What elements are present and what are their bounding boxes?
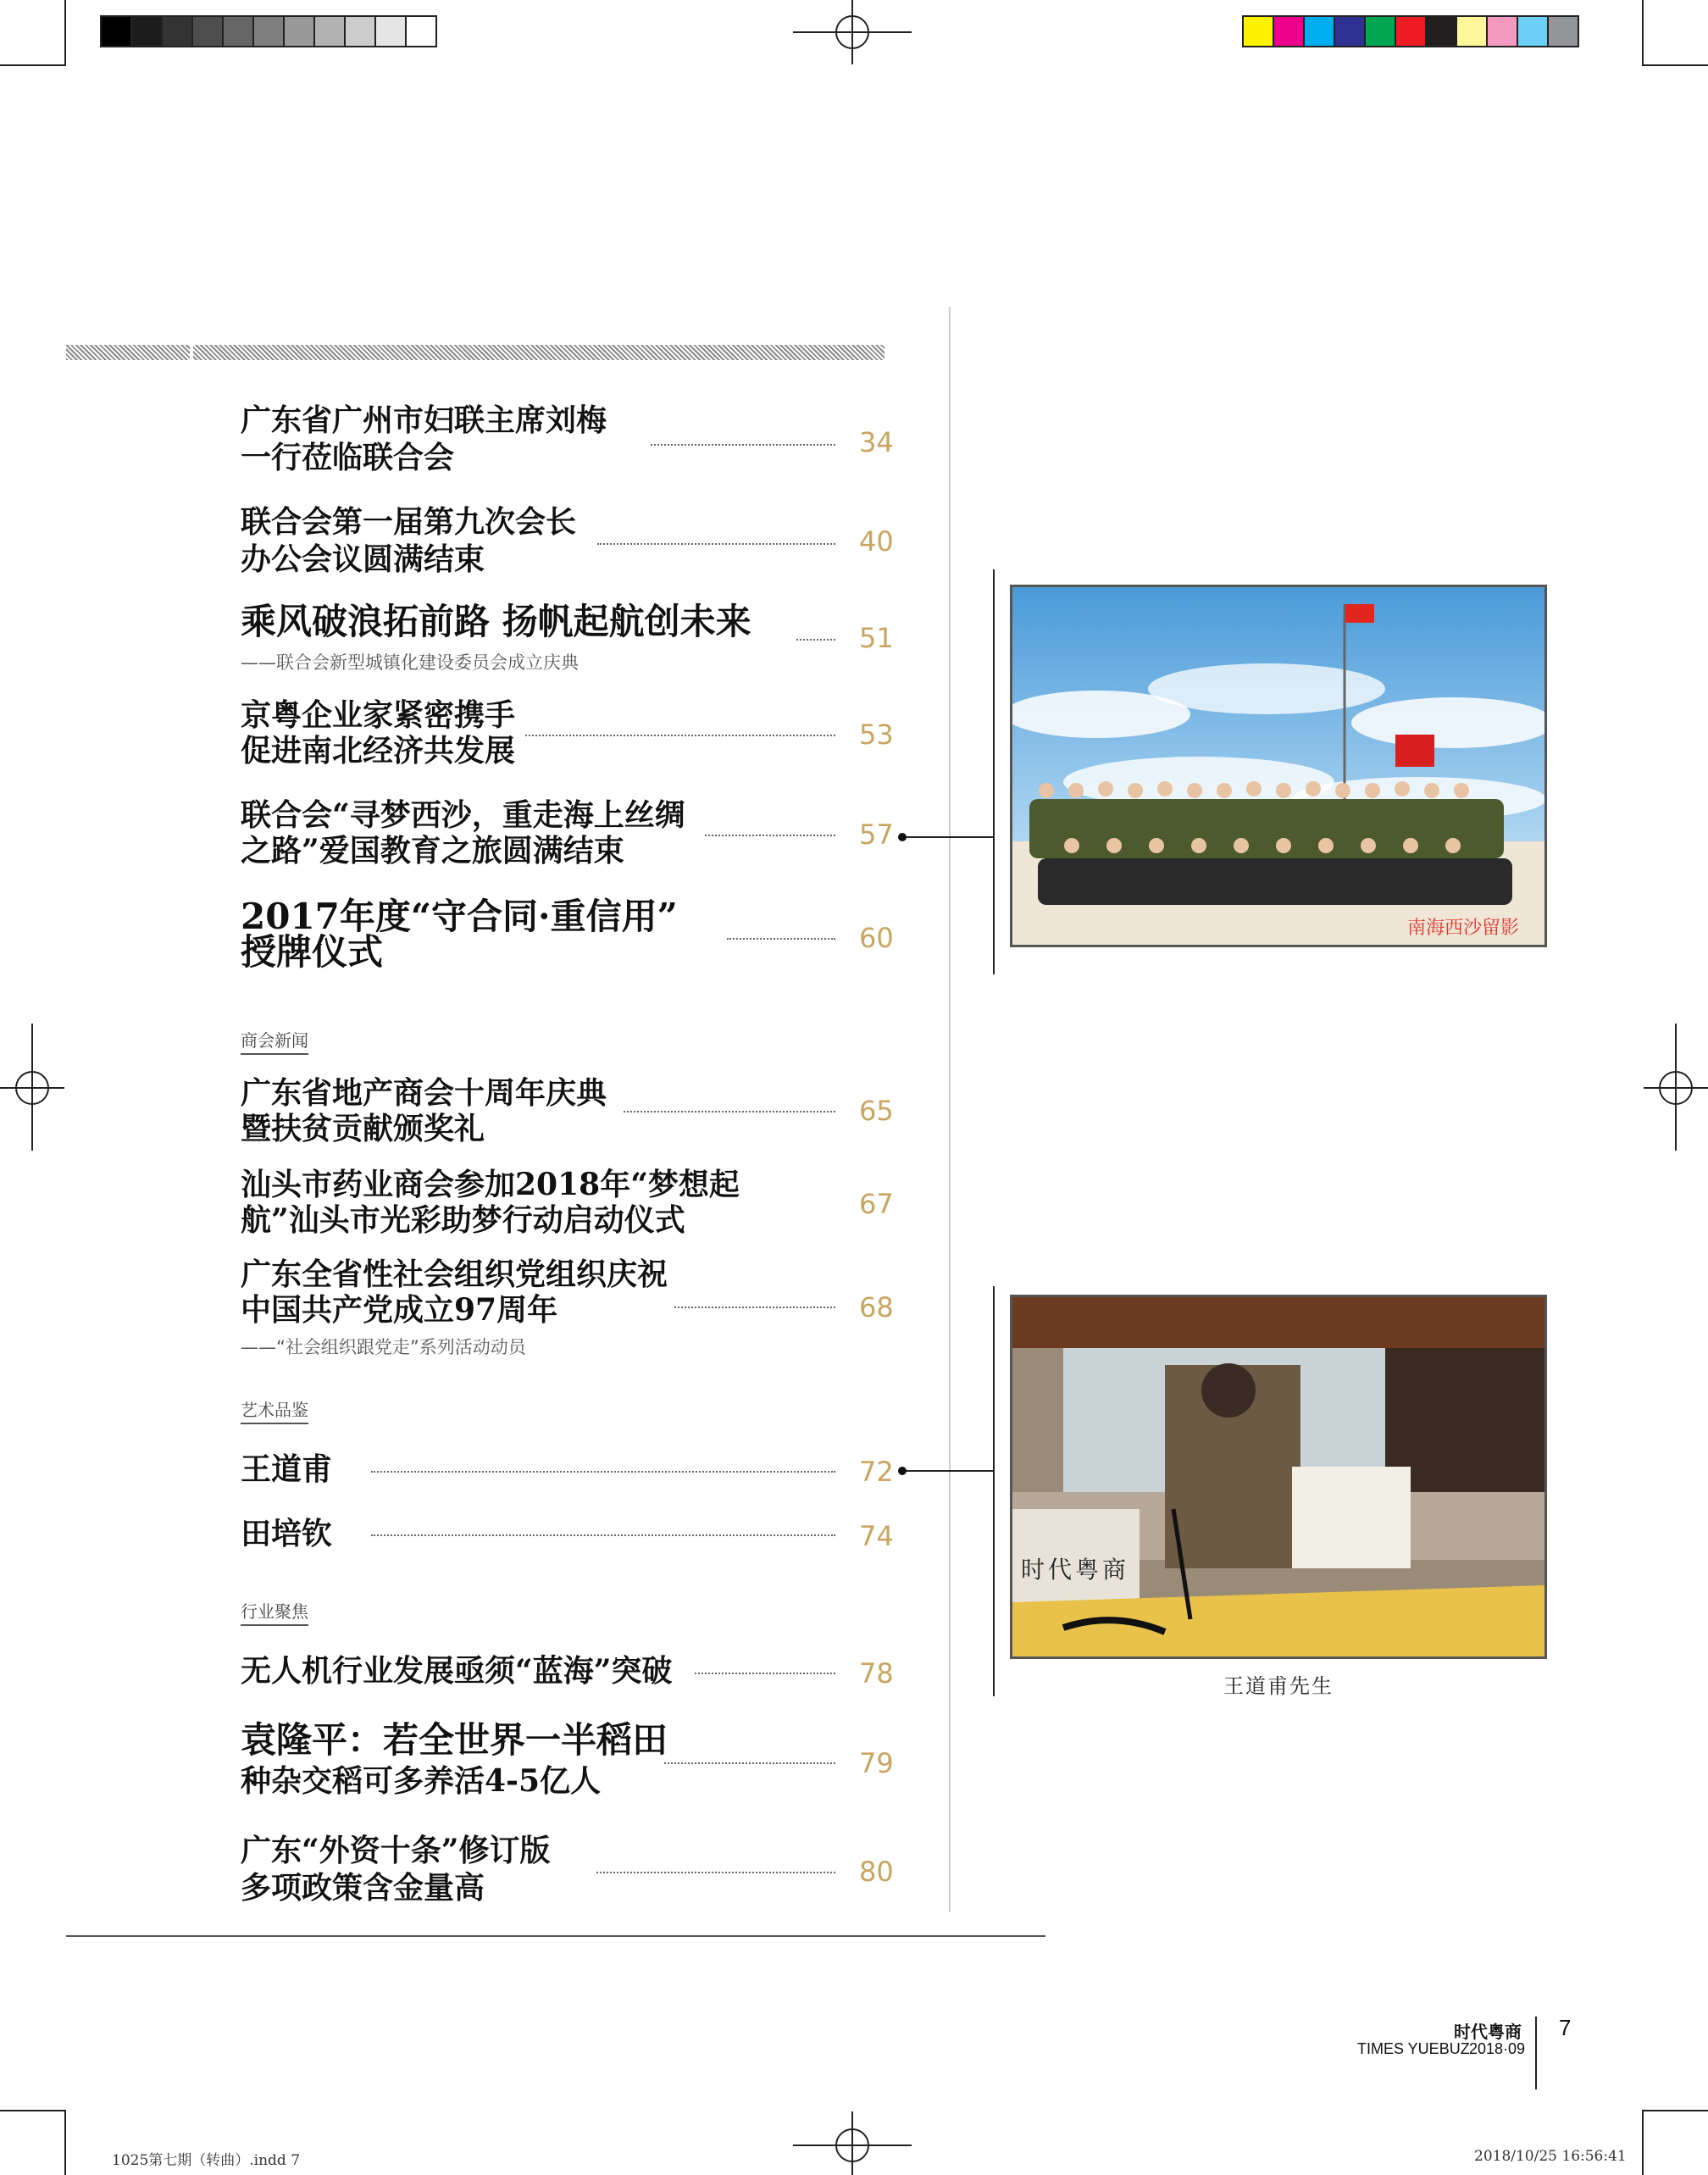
entry-title-line: 促进南北经济共发展: [241, 733, 516, 768]
page-number: 65: [859, 1095, 894, 1127]
page-number: 40: [859, 525, 894, 558]
leader-dots: [371, 1471, 835, 1473]
color-swatch: [1425, 15, 1457, 47]
entry-title-line: 王道甫: [241, 1451, 333, 1487]
entry-title-line: 无人机行业发展亟须“蓝海”突破: [241, 1653, 673, 1689]
color-swatch: [130, 15, 163, 47]
slug-timestamp: 2018/10/25 16:56:41: [1474, 2148, 1627, 2165]
leader-dots: [695, 1673, 835, 1674]
entry-title-line: 2017年度“守合同·重信用”: [241, 896, 678, 937]
entry-title-line: 联合会第一届第九次会长: [241, 504, 577, 540]
color-swatch: [1395, 15, 1427, 47]
leader-dots: [597, 543, 835, 545]
color-swatch: [405, 15, 437, 47]
leader-dot: [898, 833, 907, 841]
entry-title-line: 乘风破浪拓前路 扬帆起航创未来: [241, 601, 751, 642]
color-swatch: [1517, 15, 1549, 47]
entry-title-line: 袁隆平：若全世界一半稻田: [241, 1719, 668, 1761]
color-swatch: [1334, 15, 1366, 47]
leader-dots: [651, 444, 835, 446]
color-swatch: [252, 15, 285, 47]
page-number: 80: [859, 1856, 894, 1888]
entry-title-line: 之路”爱国教育之旅圆满结束: [241, 833, 624, 868]
leader-line: [903, 1470, 995, 1472]
section-label-industry: 行业聚焦: [241, 1598, 308, 1626]
leader-dots: [596, 1872, 835, 1873]
color-swatch: [344, 15, 376, 47]
page-number: 60: [859, 922, 894, 954]
entry-title-line: 航”汕头市光彩助梦行动启动仪式: [241, 1202, 685, 1238]
color-swatch: [1303, 15, 1335, 47]
color-swatch: [283, 15, 315, 47]
page-number: 72: [859, 1456, 894, 1488]
leader-dots: [796, 639, 835, 641]
entry-title-line: 一行莅临联合会: [241, 440, 455, 475]
entry-title-line: 多项政策含金量高: [241, 1870, 485, 1906]
color-swatch: [100, 15, 132, 47]
color-swatch: [1456, 15, 1488, 47]
issue-number: 2018·09: [1469, 2040, 1526, 2057]
color-swatch: [1364, 15, 1396, 47]
page-number: 79: [859, 1747, 894, 1779]
magazine-name: 时代粤商: [1454, 2023, 1522, 2042]
leader-dots: [727, 938, 835, 940]
page-number: 67: [859, 1188, 894, 1220]
entry-subtitle: ——“社会组织跟党走”系列活动动员: [241, 1337, 526, 1357]
leader-line: [903, 836, 995, 838]
magazine-en-name: TIMES YUEBUZ: [1357, 2040, 1470, 2057]
page-number: 78: [859, 1657, 894, 1690]
leader-dots: [664, 1762, 835, 1764]
photo-bracket: [993, 569, 995, 974]
section-label-chamber-news: 商会新闻: [241, 1027, 308, 1055]
entry-title-line: 授牌仪式: [241, 931, 384, 973]
leader-dots: [705, 835, 835, 836]
color-swatch: [222, 15, 254, 47]
entry-title-line: 广东省地产商会十周年庆典: [241, 1075, 607, 1111]
header-hatch-bar: [66, 345, 884, 360]
folio-rule: [1535, 2017, 1537, 2089]
folio-number: 7: [1559, 2015, 1572, 2040]
scroll-inscription: 时代粤商: [1021, 1556, 1130, 1584]
page-number: 57: [859, 818, 894, 851]
group-photo: [1010, 585, 1547, 947]
slug-filename: 1025第七期（转曲）.indd 7: [112, 2152, 301, 2169]
page-number: 53: [859, 719, 894, 751]
leader-dots: [624, 1111, 835, 1112]
page-number: 68: [859, 1291, 894, 1323]
entry-title-line: 广东省广州市妇联主席刘梅: [241, 402, 607, 438]
leader-dots: [525, 735, 835, 736]
hatch-divider: [190, 343, 193, 362]
entry-title-line: 暨扶贫贡献颁奖礼: [241, 1111, 485, 1146]
column-rule: [949, 307, 951, 1912]
leader-dot: [898, 1467, 907, 1475]
process-color-bar: [1242, 15, 1578, 47]
color-swatch: [374, 15, 407, 47]
entry-title-line: 田培钦: [241, 1516, 333, 1551]
color-swatch: [1547, 15, 1579, 47]
color-swatch: [1242, 15, 1274, 47]
leader-dots: [371, 1534, 835, 1536]
color-swatch: [191, 15, 224, 47]
page-number: 74: [859, 1520, 894, 1552]
section-label-art: 艺术品鉴: [241, 1396, 308, 1424]
page-number: 34: [859, 426, 894, 458]
bottom-rule: [66, 1935, 1045, 1937]
color-swatch: [313, 15, 346, 47]
entry-title-line: 联合会“寻梦西沙，重走海上丝绸: [241, 797, 685, 833]
entry-title-line: 办公会议圆满结束: [241, 541, 485, 577]
grayscale-color-bar: [100, 15, 435, 47]
color-swatch: [161, 15, 193, 47]
entry-subtitle: ——联合会新型城镇化建设委员会成立庆典: [241, 652, 579, 673]
entry-title-line: 广东“外资十条”修订版: [241, 1833, 551, 1868]
photo-bracket: [993, 1286, 995, 1696]
entry-title-line: 中国共产党成立97周年: [241, 1292, 558, 1328]
leader-dots: [674, 1307, 835, 1308]
entry-title-line: 种杂交稻可多养活4-5亿人: [241, 1763, 602, 1799]
calligraphy-photo: [1010, 1295, 1547, 1659]
color-swatch: [1273, 15, 1305, 47]
photo-watermark: 南海西沙留影: [1406, 918, 1519, 939]
color-swatch: [1486, 15, 1518, 47]
page-number: 51: [859, 622, 894, 654]
photo-caption: 王道甫先生: [1223, 1674, 1334, 1698]
entry-title-line: 汕头市药业商会参加2018年“梦想起: [241, 1167, 740, 1202]
entry-title-line: 广东全省性社会组织党组织庆祝: [241, 1257, 668, 1292]
entry-title-line: 京粤企业家紧密携手: [241, 697, 516, 733]
